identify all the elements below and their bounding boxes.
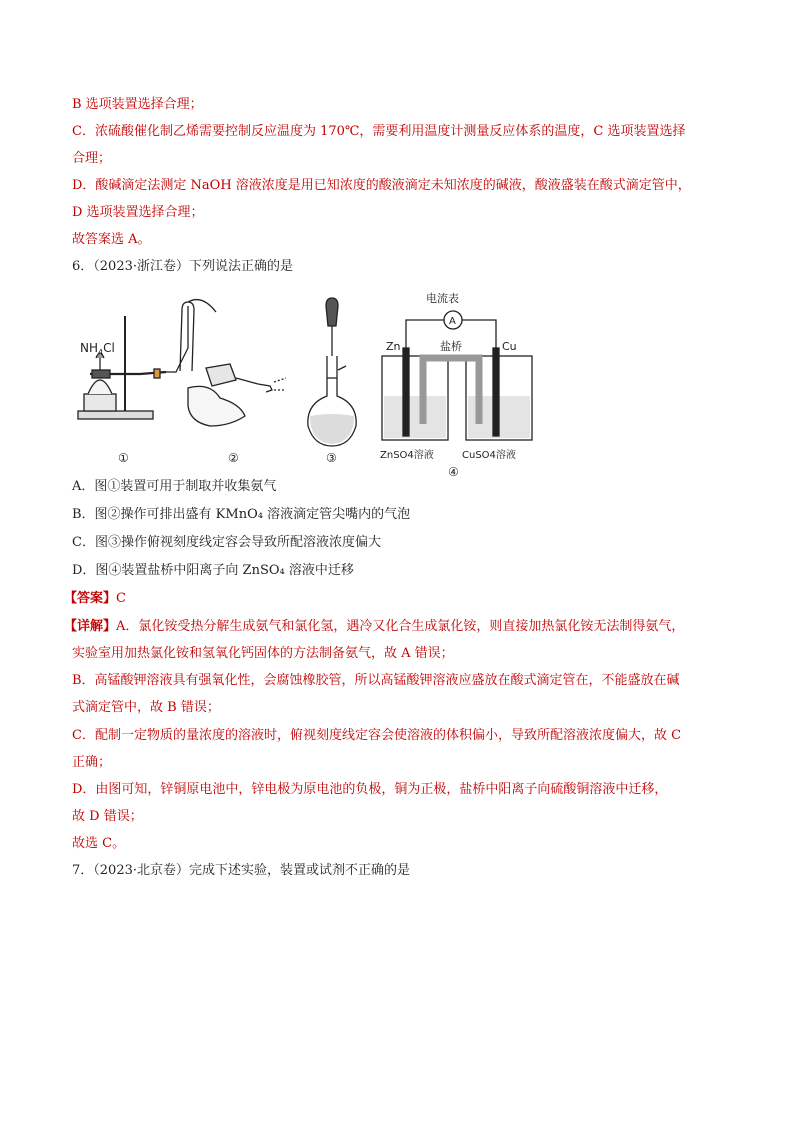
figure-3-volumetric-flask	[308, 298, 356, 446]
explanation-line: D．酸碱滴定法测定 NaOH 溶液浓度是用已知浓度的酸液滴定未知浓度的碱液，酸液盛装在酸式滴定管中，	[72, 178, 691, 193]
znso4-label: ZnSO4溶液	[380, 450, 434, 461]
explanation-line: 合理；	[72, 151, 112, 166]
question-6-stem: 6．（2023·浙江卷）下列说法正确的是	[72, 259, 293, 274]
figure-4-galvanic-cell	[382, 311, 532, 440]
answer-line	[64, 590, 126, 608]
figure-label-1: ①	[118, 451, 129, 465]
explanation-line: 故答案选 A。	[72, 232, 151, 247]
figure-label-3: ③	[326, 451, 337, 465]
option-a: A．图①装置可用于制取并收集氨气	[72, 479, 277, 494]
detail-line: 故选 C。	[72, 836, 126, 851]
explanation-line: D 选项装置选择合理；	[72, 205, 204, 220]
detail-text: A．氯化铵受热分解生成氨气和氯化氢，遇冷又化合生成氯化铵，则直接加热氯化铵无法制得氨气，	[116, 619, 685, 634]
detail-first-line	[64, 618, 684, 636]
detail-line: C．配制一定物质的量浓度的溶液时，俯视刻度线定容会使溶液的体积偏小，导致所配溶液浓度偏大，故 C	[72, 728, 682, 743]
salt-bridge-label: 盐桥	[440, 340, 462, 353]
figure-label-4: ④	[448, 465, 459, 479]
answer-tag: 【答案】	[64, 591, 117, 606]
figure-label-2: ②	[228, 451, 239, 465]
option-c: C．图③操作俯视刻度线定容会导致所配溶液浓度偏大	[72, 535, 381, 550]
cu-label: Cu	[502, 340, 517, 353]
nh4cl-label: $NH_4Cl$	[80, 341, 115, 357]
option-b: B．图②操作可排出盛有 KMnO₄ 溶液滴定管尖嘴内的气泡	[72, 507, 411, 522]
experiment-figure	[70, 286, 530, 479]
zn-label: Zn	[386, 340, 401, 353]
detail-line: D．由图可知，锌铜原电池中，锌电极为原电池的负极，铜为正极，盐桥中阳离子向硫酸铜溶液中迁移，	[72, 782, 668, 797]
answer-value: C	[116, 591, 126, 606]
ammeter-symbol: A	[449, 316, 456, 327]
ammeter-label: 电流表	[426, 292, 459, 305]
figure-2-burette	[188, 364, 286, 426]
detail-line: B．高锰酸钾溶液具有强氧化性，会腐蚀橡胶管，所以高锰酸钾溶液应盛放在酸式滴定管在，不能盛放在碱	[72, 673, 680, 688]
detail-line: 正确；	[72, 755, 112, 770]
cuso4-label: CuSO4溶液	[462, 450, 516, 461]
detail-tag: 【详解】	[64, 619, 117, 634]
detail-line: 式滴定管中，故 B 错误；	[72, 700, 220, 715]
explanation-line: B 选项装置选择合理；	[72, 97, 203, 112]
detail-line: 故 D 错误；	[72, 809, 143, 824]
detail-line: 实验室用加热氯化铵和氢氧化钙固体的方法制备氨气，故 A 错误；	[72, 646, 454, 661]
question-7-stem: 7．（2023·北京卷）完成下述实验，装置或试剂不正确的是	[72, 863, 410, 878]
explanation-line: C．浓硫酸催化制乙烯需要控制反应温度为 170℃，需要利用温度计测量反应体系的温度，C 选项装置选择	[72, 124, 686, 139]
option-d: D．图④装置盐桥中阳离子向 ZnSO₄ 溶液中迁移	[72, 563, 354, 578]
